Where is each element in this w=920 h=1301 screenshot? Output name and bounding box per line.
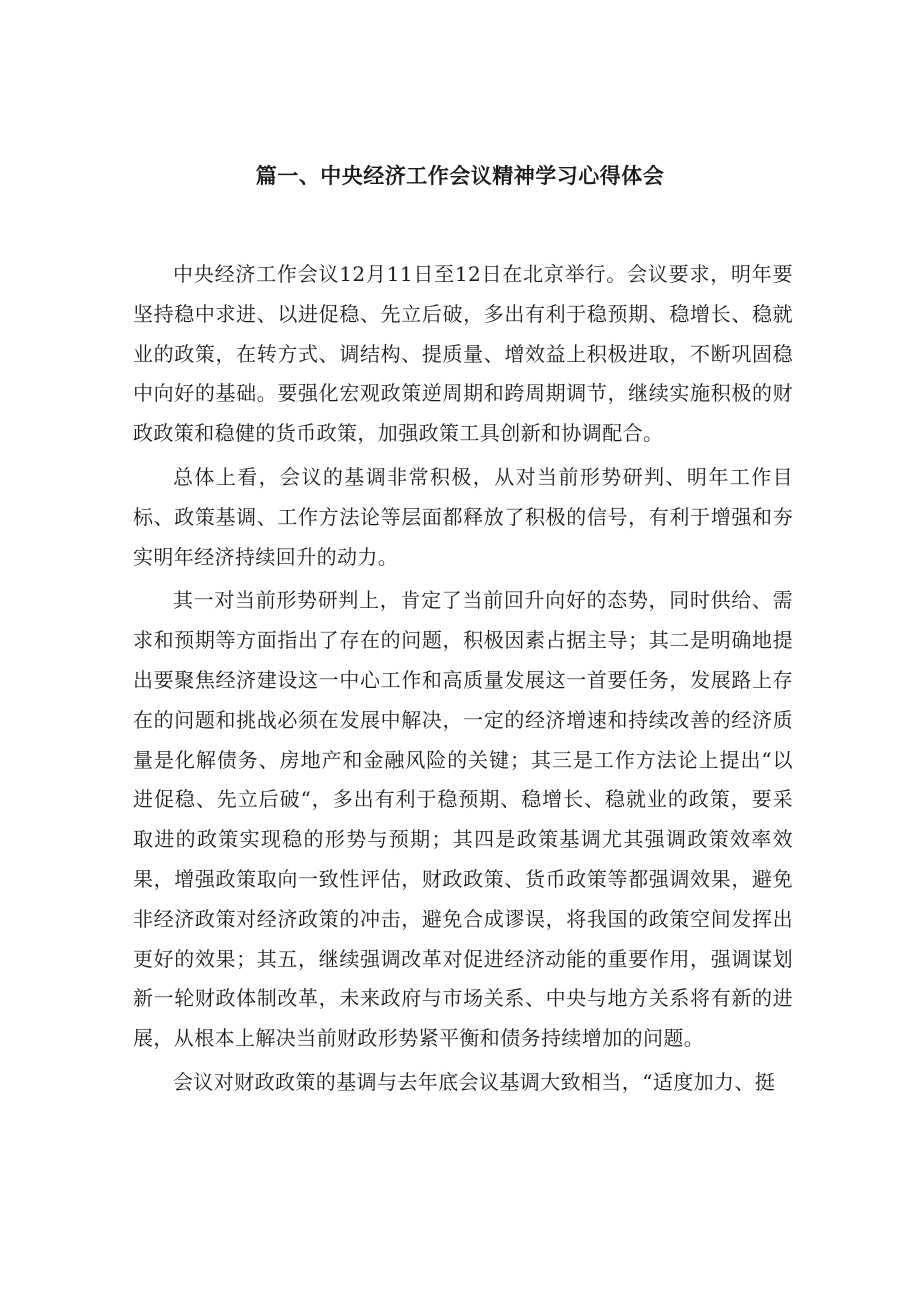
paragraph-4: 会议对财政政策的基调与去年底会议基调大致相当，“适度加力、挺 [173, 1069, 776, 1094]
paragraph-1: 中央经济工作会议12月11日至12日在北京举行。会议要求，明年要坚持稳中求进、以进促稳、先立后破，多出有利于稳预期、稳增长、稳就业的政策，在转方式、调结构、提质量、增效益上积极进取，不断巩固稳中向好的基础。要强化宏观政策逆周期和跨周期调节，继续实施积极的财政政策和稳健的货币政策，加强政策工具创新和协调配合。 [133, 262, 793, 446]
document-body [133, 255, 793, 1103]
paragraph-3: 其一对当前形势研判上，肯定了当前回升向好的态势，同时供给、需求和预期等方面指出了存在的问题，积极因素占据主导；其二是明确地提出要聚焦经济建设这一中心工作和高质量发展这一首要任务，发展路上存在的问题和挑战必须在发展中解决，一定的经济增速和持续改善的经济质量是化解债务、房地产和金融风险的关键；其三是工作方法论上提出“以进促稳、先立后破“，多出有利于稳预期、稳增长、稳就业的政策，要采取进的政策实现稳的形势与预期；其四是政策基调尤其强调政策效率效果，增强政策取向一致性评估，财政政策、货币政策等都强调效果，避免非经济政策对经济政策的冲击，避免合成谬误，将我国的政策空间发挥出更好的效果；其五，继续强调改革对促进经济动能的重要作用，强调谋划新一轮财政体制改革，未来政府与市场关系、中央与地方关系将有新的进展，从根本上解决当前财政形势紧平衡和债务持续增加的问题。 [133, 588, 793, 1051]
document-title: 篇一、中央经济工作会议精神学习心得体会 [255, 164, 665, 188]
paragraph-2: 总体上看，会议的基调非常积极，从对当前形势研判、明年工作目标、政策基调、工作方法论等层面都释放了积极的信号，有利于增强和夯实明年经济持续回升的动力。 [133, 464, 793, 569]
